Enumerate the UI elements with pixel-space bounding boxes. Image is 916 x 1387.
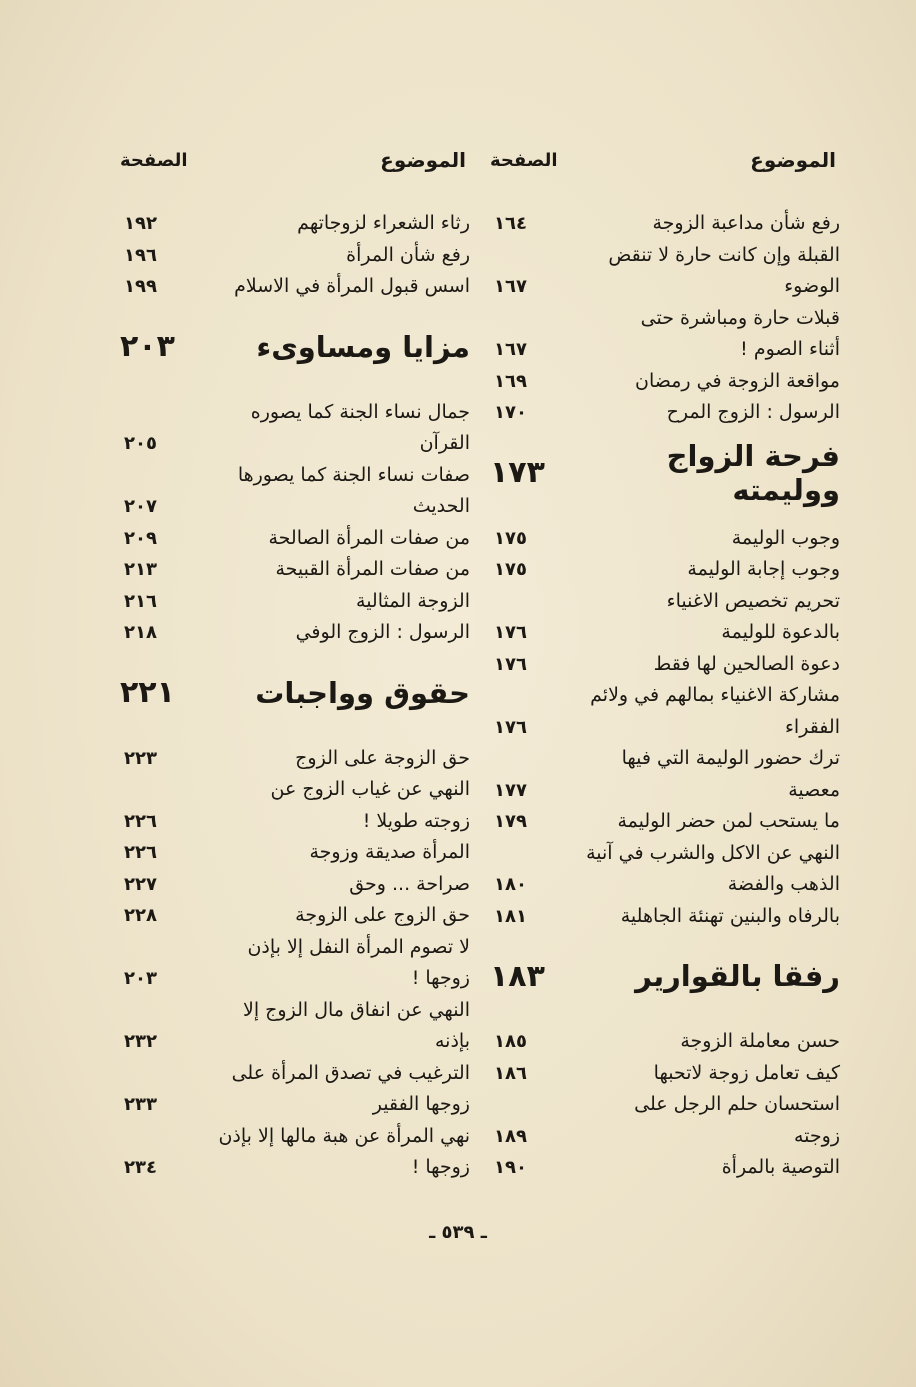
entry-title: من صفات المرأة الصالحة — [268, 526, 470, 549]
toc-entry — [490, 554, 840, 586]
section-page-number: ١٧٣ — [490, 455, 545, 490]
entry-title: كيف تعامل زوجة لاتحبها — [653, 1061, 840, 1084]
section-title: فرحة الزواج ووليمته — [666, 438, 840, 507]
entry-page-number: ٢٢٦ — [124, 842, 157, 863]
toc-entry — [120, 743, 470, 775]
entry-title: الزوجة المثالية — [356, 589, 470, 612]
entry-page-number: ١٨٩ — [494, 1125, 527, 1147]
entry-title: المرأة صديقة وزوجة — [309, 841, 470, 863]
entry-title: رفع شأن المرأة — [346, 243, 470, 266]
section-heading — [490, 940, 840, 1012]
topic-heading: الموضوع — [380, 148, 466, 172]
entry-title: وجوب إجابة الوليمة — [687, 558, 840, 580]
entry-title: الرسول : الزوج الوفي — [295, 621, 470, 643]
toc-entry — [120, 837, 470, 869]
toc-entry — [490, 240, 840, 303]
toc-entry — [120, 869, 470, 901]
entry-title: بالرفاه والبنين تهنئة الجاهلية — [620, 904, 840, 927]
entry-page-number: ٢٢٨ — [124, 905, 157, 926]
right-column — [490, 140, 840, 1184]
toc-entry — [490, 208, 840, 240]
entry-page-number: ٢٠٣ — [124, 968, 157, 989]
topic-heading: الموضوع — [750, 148, 836, 172]
toc-entry — [490, 743, 840, 806]
toc-entry — [120, 523, 470, 555]
section-page-number: ٢٠٣ — [120, 329, 175, 364]
entry-page-number: ١٩٦ — [124, 244, 157, 266]
entry-page-number: ١٧٧ — [494, 779, 527, 801]
toc-entry — [120, 460, 470, 523]
toc-entry — [490, 680, 840, 743]
left-column — [120, 140, 470, 1184]
entry-page-number: ٢٣٢ — [124, 1031, 157, 1052]
toc-entry — [490, 523, 840, 555]
entry-title: النهي عن الاكل والشرب في آنية الذهب والفضة — [586, 841, 840, 895]
entry-page-number: ١٦٤ — [494, 213, 527, 234]
entry-title: دعوة الصالحين لها فقط — [653, 652, 840, 675]
left-entries — [120, 208, 470, 1184]
page-heading: الصفحة — [120, 149, 188, 171]
section-page-number: ١٨٣ — [490, 958, 545, 994]
section-page-number: ٢٢١ — [120, 675, 175, 710]
entry-page-number: ٢٠٧ — [124, 496, 157, 517]
toc-entry — [120, 208, 470, 240]
entry-title: ما يستحب لمن حضر الوليمة — [617, 810, 840, 832]
toc-entry — [490, 1152, 840, 1184]
entry-page-number: ١٧٦ — [494, 653, 527, 675]
entry-page-number: ١٦٩ — [494, 370, 527, 392]
entry-page-number: ١٦٧ — [494, 276, 527, 297]
entry-page-number: ٢٣٣ — [124, 1094, 157, 1115]
entry-title: الترغيب في تصدق المرأة على زوجها الفقير — [231, 1061, 470, 1115]
toc-entry — [120, 995, 470, 1058]
entry-title: من صفات المرأة القبيحة — [275, 558, 470, 580]
entry-title: تحريم تخصيص الاغنياء بالدعوة للوليمة — [666, 589, 840, 643]
entry-page-number: ١٧٥ — [494, 527, 527, 549]
entry-page-number: ٢٠٥ — [124, 433, 157, 454]
toc-entry — [490, 1026, 840, 1058]
entry-title: مشاركة الاغنياء بمالهم في ولائم الفقراء — [590, 684, 840, 738]
right-entries — [490, 208, 840, 1184]
entry-page-number: ١٩٠ — [494, 1157, 527, 1178]
entry-page-number: ١٦٧ — [494, 339, 527, 360]
left-column-header — [120, 140, 470, 180]
toc-entry — [120, 397, 470, 460]
entry-page-number: ١٨٥ — [494, 1031, 527, 1052]
section-title: حقوق وواجبات — [255, 675, 470, 710]
entry-title: حق الزوجة على الزوج — [295, 746, 470, 769]
toc-entry — [490, 806, 840, 838]
entry-title: النهي عن انفاق مال الزوج إلا بإذنه — [243, 998, 470, 1052]
section-heading — [120, 311, 470, 383]
toc-entry — [120, 617, 470, 649]
entry-title: اسس قبول المرأة في الاسلام — [234, 275, 470, 297]
toc-entry — [120, 554, 470, 586]
entry-page-number: ٢٣٤ — [124, 1157, 157, 1178]
entry-page-number: ٢٢٧ — [124, 873, 157, 895]
entry-title: نهي المرأة عن هبة مالها إلا بإذن زوجها ! — [218, 1124, 470, 1178]
entry-page-number: ٢٢٦ — [124, 810, 157, 832]
entry-title: صراحة ... وحق — [349, 872, 470, 895]
entry-page-number: ١٧٥ — [494, 559, 527, 580]
section-heading — [490, 437, 840, 509]
entry-page-number: ١٨١ — [494, 905, 527, 927]
toc-entry — [120, 240, 470, 272]
toc-entry — [120, 932, 470, 995]
entry-title: استحسان حلم الرجل على زوجته — [634, 1093, 840, 1147]
entry-page-number: ٢١٣ — [124, 559, 157, 580]
entry-page-number: ١٨٦ — [494, 1062, 527, 1084]
toc-entry — [120, 1058, 470, 1121]
entry-title: رثاء الشعراء لزوجاتهم — [297, 212, 470, 234]
section-title: رفقا بالقوارير — [635, 959, 840, 993]
entry-page-number: ٢٢٣ — [124, 747, 157, 769]
entry-page-number: ١٧٦ — [494, 622, 527, 643]
section-heading — [120, 657, 470, 729]
toc-entry — [490, 303, 840, 366]
entry-title: حسن معاملة الزوجة — [680, 1030, 840, 1052]
toc-entry — [490, 397, 840, 429]
entry-title: القبلة وإن كانت حارة لا تنقض الوضوء — [608, 243, 840, 297]
toc-entry — [120, 271, 470, 303]
entry-page-number: ١٧٠ — [494, 402, 527, 423]
entry-title: النهي عن غياب الزوج عن زوجته طويلا ! — [270, 778, 470, 832]
entry-page-number: ١٩٢ — [124, 213, 157, 234]
entry-title: ترك حضور الوليمة التي فيها معصية — [621, 747, 840, 801]
entry-title: صفات نساء الجنة كما يصورها الحديث — [237, 463, 470, 517]
toc-entry — [120, 586, 470, 618]
entry-title: التوصية بالمرأة — [721, 1156, 840, 1178]
toc-entry — [120, 1121, 470, 1184]
entry-title: رفع شأن مداعبة الزوجة — [652, 212, 840, 234]
entry-page-number: ٢١٦ — [124, 590, 157, 612]
entry-title: حق الزوج على الزوجة — [295, 904, 470, 926]
section-title: مزايا ومساوىء — [256, 329, 470, 364]
toc-entry — [490, 649, 840, 681]
toc-entry — [490, 586, 840, 649]
toc-entry — [490, 901, 840, 933]
entry-title: وجوب الوليمة — [731, 526, 840, 549]
entry-page-number: ١٩٩ — [124, 276, 157, 297]
page-heading: الصفحة — [490, 149, 558, 171]
entry-page-number: ١٨٠ — [494, 874, 527, 895]
toc-entry — [120, 774, 470, 837]
entry-title: جمال نساء الجنة كما يصوره القرآن — [250, 400, 470, 454]
entry-page-number: ٢٠٩ — [124, 527, 157, 549]
right-column-header — [490, 140, 840, 180]
page-number: ـ ٥٣٩ ـ — [429, 1222, 487, 1243]
entry-page-number: ٢١٨ — [124, 622, 157, 643]
toc-entry — [490, 1058, 840, 1090]
toc-entry — [120, 900, 470, 932]
entry-title: لا تصوم المرأة النفل إلا بإذن زوجها ! — [247, 935, 470, 989]
entry-page-number: ١٧٩ — [494, 811, 527, 832]
toc-entry — [490, 1089, 840, 1152]
toc-entry — [490, 838, 840, 901]
entry-title: الرسول : الزوج المرح — [666, 401, 840, 423]
toc-entry — [490, 366, 840, 398]
entry-title: مواقعة الزوجة في رمضان — [635, 369, 840, 392]
entry-title: قبلات حارة ومباشرة حتى أثناء الصوم ! — [640, 306, 840, 360]
entry-page-number: ١٧٦ — [494, 716, 527, 738]
